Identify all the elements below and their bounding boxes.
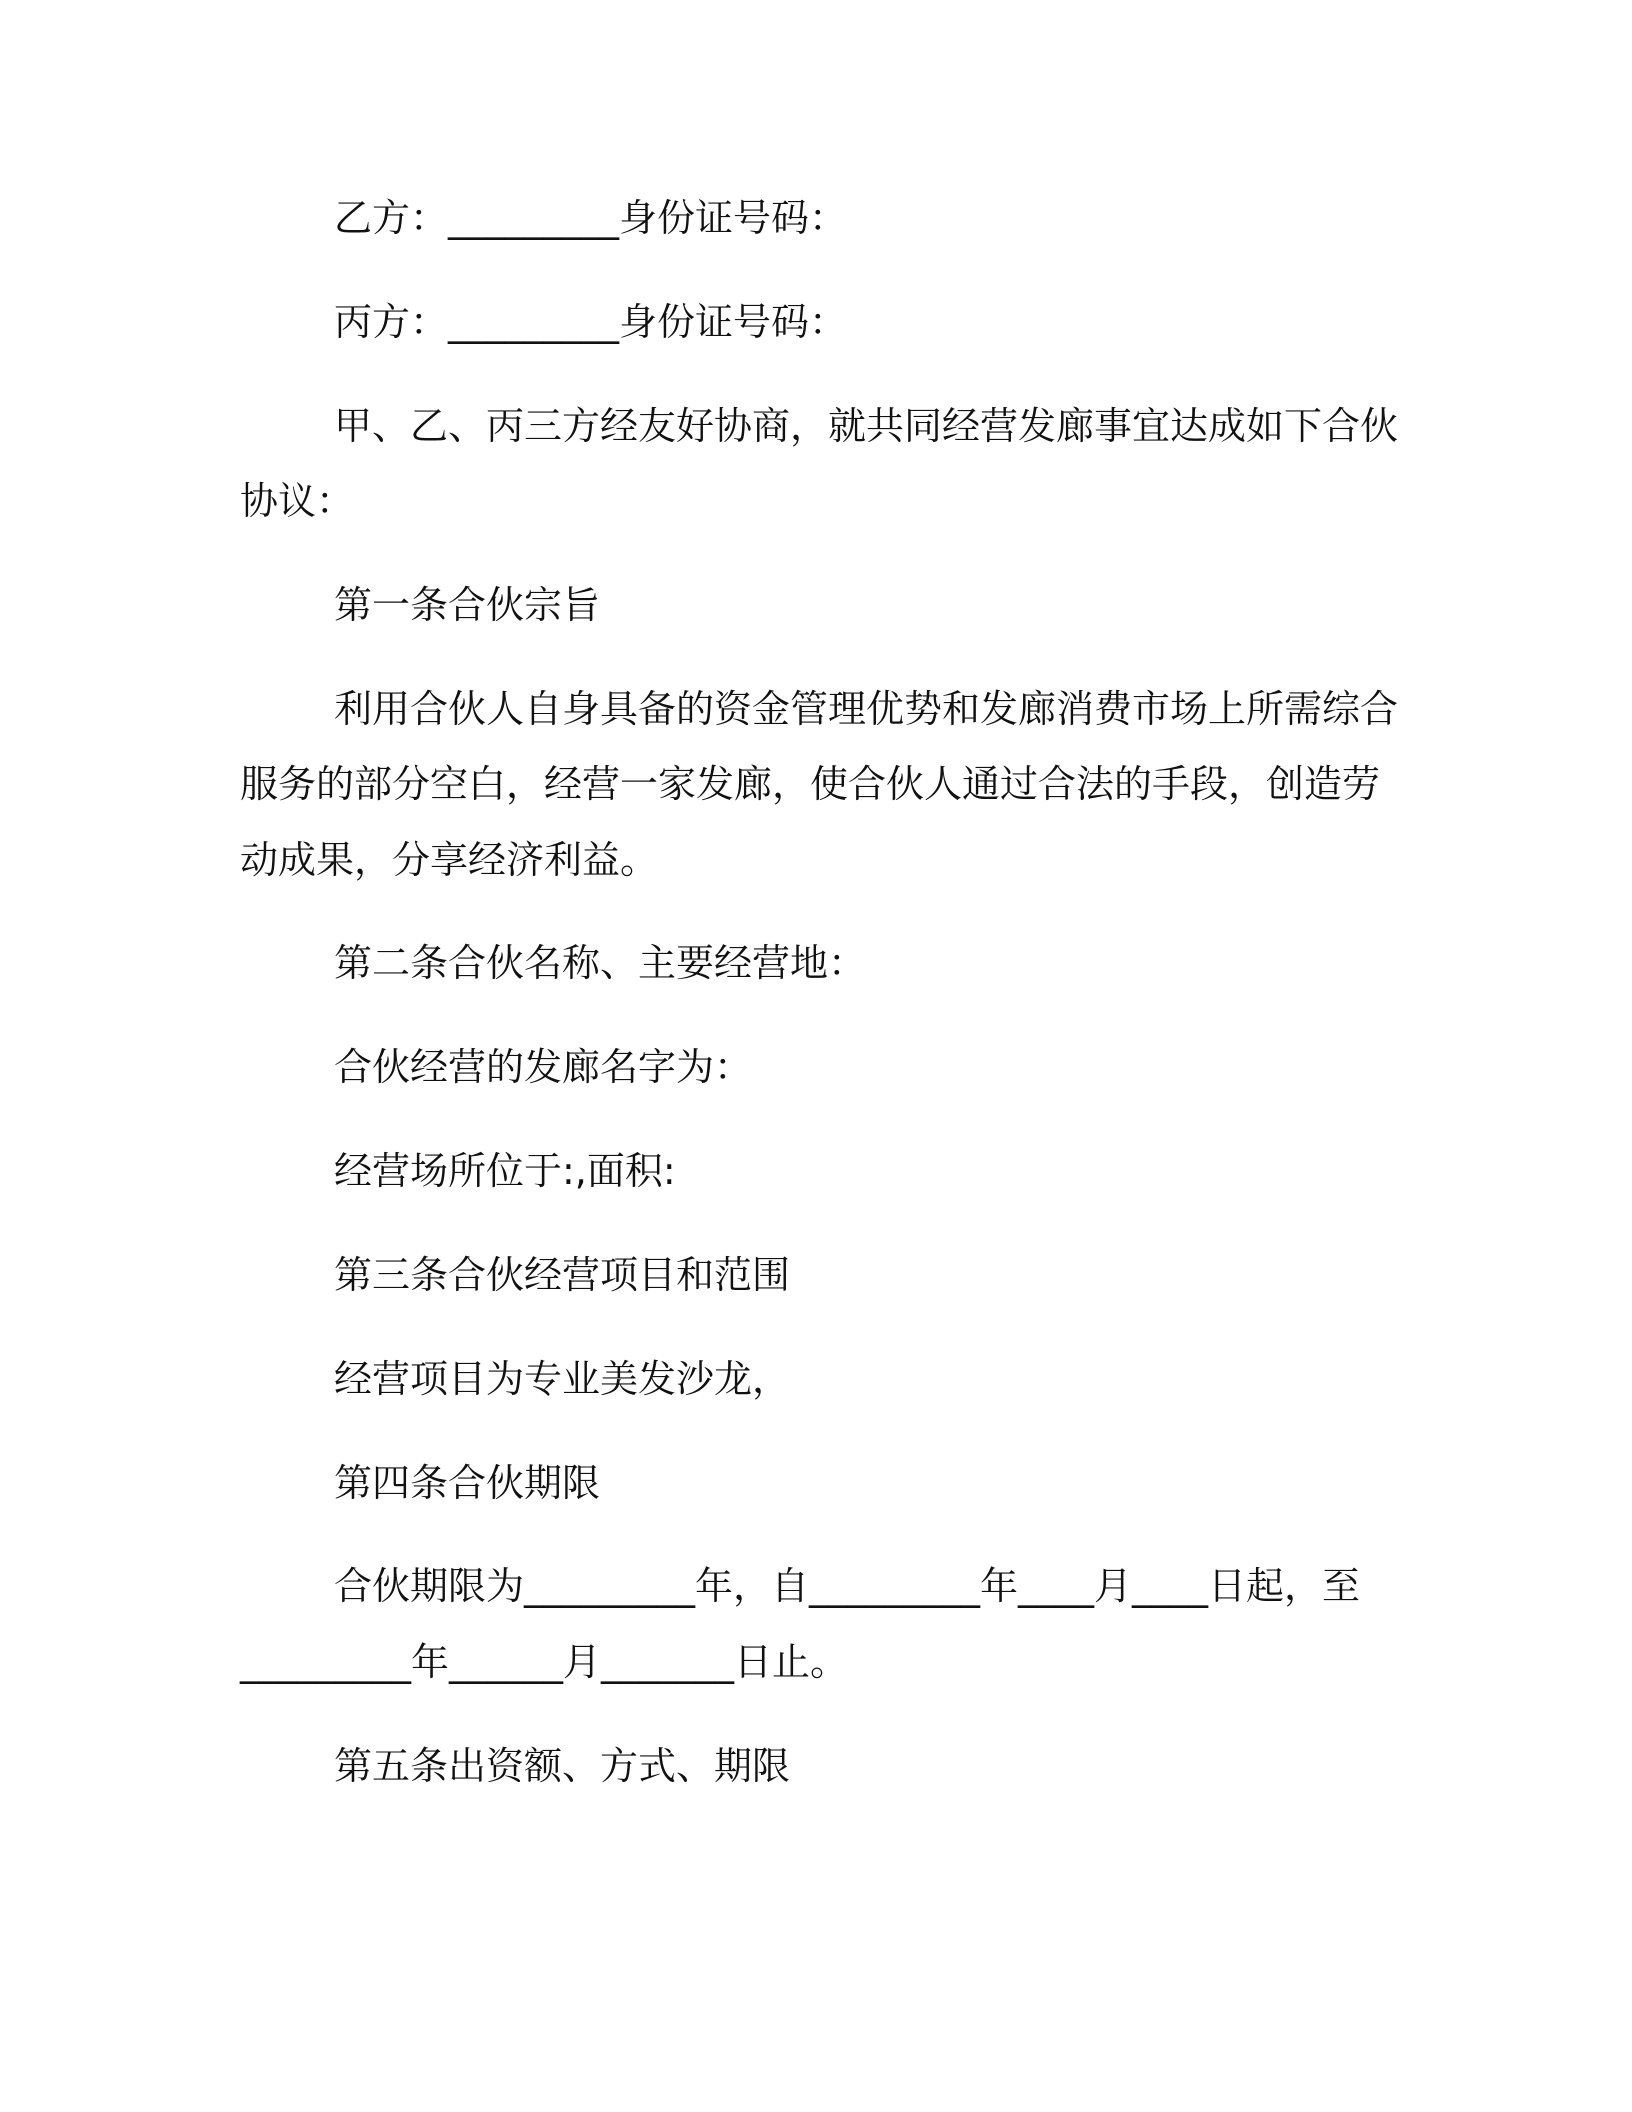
party-c-line: 丙方：_________身份证号码： bbox=[334, 300, 848, 344]
salon-name-line: 合伙经营的发廊名字为： bbox=[334, 1045, 753, 1089]
term-line-2: _________年______月_______日止。 bbox=[240, 1640, 849, 1684]
agreement-intro-line-2: 协议： bbox=[240, 479, 355, 523]
party-b-line: 乙方：_________身份证号码： bbox=[334, 196, 848, 240]
agreement-intro-line-1: 甲、乙、丙三方经友好协商，就共同经营发廊事宜达成如下合伙 bbox=[334, 404, 1399, 448]
article-3-heading: 第三条合伙经营项目和范围 bbox=[334, 1253, 791, 1297]
article-5-heading: 第五条出资额、方式、期限 bbox=[334, 1744, 791, 1788]
business-scope-line: 经营项目为专业美发沙龙， bbox=[334, 1357, 791, 1401]
article-1-text-line-1: 利用合伙人自身具备的资金管理优势和发廊消费市场上所需综合 bbox=[334, 687, 1399, 731]
term-line-1: 合伙期限为_________年，自_________年____月____日起，至 bbox=[334, 1564, 1361, 1608]
article-1-heading: 第一条合伙宗旨 bbox=[334, 583, 601, 627]
article-2-heading: 第二条合伙名称、主要经营地： bbox=[334, 941, 867, 985]
article-1-text-line-3: 动成果，分享经济利益。 bbox=[240, 838, 659, 882]
location-area-line: 经营场所位于:,面积: bbox=[334, 1149, 676, 1193]
article-1-text-line-2: 服务的部分空白，经营一家发廊，使合伙人通过合法的手段，创造劳 bbox=[240, 762, 1381, 806]
article-4-heading: 第四条合伙期限 bbox=[334, 1461, 601, 1505]
